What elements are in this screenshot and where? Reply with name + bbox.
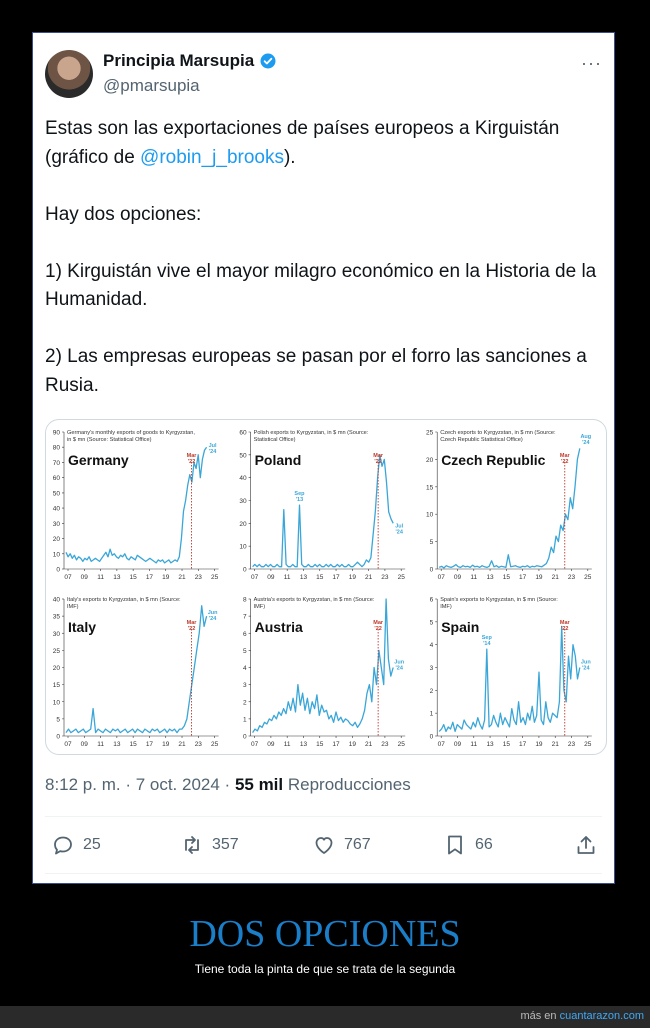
- like-count: 767: [344, 836, 371, 853]
- tweet-text: [45, 115, 600, 429]
- x-tick-label: 11: [97, 741, 104, 748]
- x-tick-label: 21: [178, 741, 186, 748]
- y-tick-label: 1: [429, 710, 434, 718]
- x-tick-label: 19: [348, 741, 356, 748]
- x-tick-label: 25: [584, 741, 592, 748]
- y-tick-label: 5: [429, 619, 434, 627]
- marker-label: '22: [374, 626, 382, 632]
- y-tick-label: 0: [56, 566, 60, 574]
- y-tick-label: 30: [52, 520, 60, 528]
- bookmark-count: 66: [475, 836, 493, 853]
- x-tick-label: 23: [381, 574, 389, 581]
- x-tick-label: 11: [283, 741, 291, 748]
- y-tick-label: 5: [56, 716, 60, 724]
- end-label: Jun: [207, 610, 218, 616]
- end-label: '24: [208, 449, 217, 455]
- more-options-icon[interactable]: ···: [581, 53, 602, 73]
- x-tick-label: 15: [502, 741, 510, 748]
- bookmark-button[interactable]: [443, 833, 493, 857]
- chart-subtitle: Austria's exports to Kyrgyzstan, in $ mn (Source:: [253, 597, 375, 603]
- marker-label: '22: [561, 459, 569, 465]
- x-tick-label: 17: [145, 741, 154, 748]
- x-tick-label: 13: [113, 574, 121, 581]
- author-row: [103, 51, 277, 71]
- spike-annotation: Sep: [294, 491, 305, 498]
- x-tick-label: 17: [145, 574, 154, 581]
- end-label: '24: [582, 440, 590, 446]
- x-tick-label: 09: [453, 574, 462, 581]
- marker-label: Mar: [373, 453, 384, 459]
- x-tick-label: 17: [332, 741, 340, 748]
- x-tick-label: 17: [519, 574, 527, 581]
- x-tick-label: 15: [129, 574, 137, 581]
- marker-label: '22: [187, 459, 196, 465]
- y-tick-label: 30: [239, 498, 247, 505]
- x-tick-label: 25: [210, 741, 219, 748]
- marker-label: Mar: [373, 620, 384, 626]
- x-tick-label: 09: [453, 741, 462, 748]
- y-tick-label: 5: [429, 539, 434, 547]
- chart-subtitle: Czech exports to Kyrgyzstan, in $ mn (Source:: [440, 430, 556, 436]
- x-tick-label: 25: [397, 574, 405, 581]
- y-tick-label: 4: [242, 665, 247, 672]
- chart-title: Spain: [441, 619, 480, 635]
- y-tick-label: 3: [242, 682, 247, 690]
- x-tick-label: 07: [437, 741, 445, 748]
- footer-bar: [0, 1006, 650, 1028]
- x-tick-label: 23: [567, 741, 576, 748]
- y-tick-label: 10: [239, 543, 247, 551]
- series-line: [439, 626, 580, 731]
- spike-annotation: '13: [295, 497, 304, 504]
- caption-title: DOS OPCIONES: [189, 913, 461, 955]
- x-tick-label: 25: [397, 741, 405, 748]
- reply-button[interactable]: [51, 833, 101, 857]
- x-tick-label: 11: [470, 574, 478, 581]
- x-tick-label: 19: [162, 741, 170, 748]
- x-tick-label: 15: [316, 574, 324, 581]
- end-label: Jul: [395, 523, 404, 530]
- y-tick-label: 10: [425, 511, 434, 519]
- x-tick-label: 13: [299, 574, 308, 581]
- y-tick-label: 20: [239, 520, 247, 528]
- chart-title: Czech Republic: [441, 452, 546, 468]
- y-tick-label: 40: [52, 505, 60, 513]
- y-tick-label: 6: [242, 630, 247, 638]
- y-tick-label: 15: [425, 484, 434, 492]
- x-tick-label: 25: [210, 574, 219, 581]
- x-tick-label: 15: [129, 741, 137, 748]
- heart-icon: [312, 833, 336, 857]
- x-tick-label: 15: [502, 574, 510, 581]
- user-handle[interactable]: @pmarsupia: [103, 76, 200, 95]
- y-tick-label: 4: [429, 642, 434, 650]
- x-tick-label: 17: [332, 574, 340, 581]
- end-label: Jun: [580, 659, 591, 666]
- marker-label: Mar: [559, 620, 570, 626]
- chart-subtitle: Spain's exports to Kyrgyzstan, in $ mn (Source:: [440, 597, 558, 603]
- y-tick-label: 8: [242, 596, 247, 604]
- x-tick-label: 21: [178, 574, 186, 581]
- x-tick-label: 11: [97, 574, 104, 581]
- end-label: '24: [582, 665, 590, 672]
- end-label: Aug: [580, 434, 592, 440]
- chart-subtitle: IMF): [440, 604, 452, 610]
- end-label: Jul: [208, 443, 217, 449]
- views-label: Reproducciones: [283, 775, 411, 794]
- tweet-paragraph: Hay dos opciones:: [45, 203, 202, 225]
- tweet-text-segment: Estas son las exportaciones de países europeos a Kirguistán (gráfico de: [45, 118, 560, 168]
- x-tick-label: 07: [64, 741, 72, 748]
- like-button[interactable]: [312, 833, 371, 857]
- y-tick-label: 60: [239, 429, 247, 437]
- divider: [45, 816, 602, 817]
- x-tick-label: 09: [80, 574, 88, 581]
- views-count: 55 mil: [234, 775, 284, 794]
- end-label: Jun: [394, 659, 405, 666]
- verified-badge-icon: [259, 52, 277, 70]
- chart-subtitle: IMF): [253, 604, 266, 610]
- marker-label: '22: [187, 626, 196, 632]
- y-tick-label: 10: [52, 699, 60, 707]
- retweet-icon: [180, 833, 204, 857]
- y-tick-label: 40: [239, 475, 247, 483]
- mention-link[interactable]: @robin_j_brooks: [140, 146, 284, 168]
- end-label: '24: [395, 529, 403, 536]
- y-tick-label: 20: [52, 536, 60, 544]
- y-tick-label: 90: [52, 429, 60, 437]
- chart-subtitle: IMF): [67, 604, 79, 610]
- chart-title: Austria: [254, 619, 303, 635]
- y-tick-label: 2: [429, 687, 434, 695]
- y-tick-label: 35: [52, 613, 60, 621]
- x-tick-label: 19: [535, 741, 543, 748]
- x-tick-label: 13: [113, 741, 121, 748]
- x-tick-label: 13: [486, 574, 494, 581]
- y-tick-label: 0: [429, 733, 434, 741]
- x-tick-label: 21: [551, 741, 559, 748]
- y-tick-label: 25: [52, 647, 60, 655]
- tweet-paragraph: [45, 115, 600, 172]
- chart-title: Germany: [68, 452, 129, 468]
- x-tick-label: 23: [381, 741, 389, 748]
- x-tick-label: 21: [365, 574, 373, 581]
- x-tick-label: 23: [194, 574, 202, 581]
- y-tick-label: 3: [429, 665, 434, 672]
- x-tick-label: 17: [519, 741, 527, 748]
- tweet-meta: [45, 775, 411, 795]
- chart-subtitle: Czech Republic Statistical Office): [440, 437, 523, 443]
- footer-text: [520, 1010, 644, 1022]
- tweet-paragraph: 1) Kirguistán vive el mayor milagro económico en la Historia de la Humanidad.: [45, 260, 597, 310]
- y-tick-label: 30: [52, 630, 60, 638]
- x-tick-label: 19: [162, 574, 170, 581]
- retweet-button[interactable]: [180, 833, 239, 857]
- marker-label: Mar: [559, 453, 570, 459]
- x-tick-label: 19: [348, 574, 356, 581]
- charts-grid: [46, 420, 606, 754]
- y-tick-label: 80: [52, 444, 60, 452]
- y-tick-label: 10: [52, 551, 60, 559]
- share-icon: [574, 833, 598, 857]
- y-tick-label: 0: [429, 566, 434, 574]
- end-label: '24: [208, 616, 217, 622]
- x-tick-label: 23: [567, 574, 576, 581]
- y-tick-label: 1: [242, 716, 247, 724]
- timestamp[interactable]: 8:12 p. m. · 7 oct. 2024 ·: [45, 775, 235, 794]
- x-tick-label: 11: [470, 741, 478, 748]
- x-tick-label: 21: [551, 574, 559, 581]
- chart-title: Poland: [254, 452, 302, 468]
- reply-icon: [51, 833, 75, 857]
- x-tick-label: 07: [437, 574, 445, 581]
- y-tick-label: 50: [239, 452, 247, 460]
- end-label: '24: [395, 665, 403, 672]
- y-tick-label: 6: [429, 596, 434, 604]
- x-tick-label: 21: [365, 741, 373, 748]
- chart-subtitle: in $ mn (Source: Statistical Office): [67, 437, 152, 443]
- x-tick-label: 23: [194, 741, 202, 748]
- bookmark-icon: [443, 833, 467, 857]
- y-tick-label: 2: [242, 699, 247, 707]
- avatar[interactable]: [45, 50, 93, 98]
- x-tick-label: 15: [316, 741, 324, 748]
- tweet-image[interactable]: [45, 419, 607, 755]
- spike-annotation: Sep: [481, 635, 492, 642]
- chart-subtitle: Germany's monthly exports of goods to Kyrgyzstan,: [67, 430, 195, 436]
- y-tick-label: 20: [425, 456, 434, 464]
- series-line: [253, 455, 394, 567]
- action-bar: [45, 829, 600, 869]
- marker-label: '22: [561, 626, 569, 632]
- display-name[interactable]: Principia Marsupia: [103, 51, 255, 70]
- x-tick-label: 07: [250, 741, 259, 748]
- y-tick-label: 20: [52, 665, 60, 672]
- y-tick-label: 0: [242, 566, 247, 574]
- spike-annotation: '14: [483, 641, 491, 648]
- x-tick-label: 13: [486, 741, 494, 748]
- x-tick-label: 19: [535, 574, 543, 581]
- marker-label: Mar: [186, 620, 197, 626]
- x-tick-label: 09: [267, 574, 275, 581]
- y-tick-label: 5: [242, 647, 247, 655]
- share-button[interactable]: [574, 833, 598, 857]
- retweet-count: 357: [212, 836, 239, 853]
- y-tick-label: 40: [52, 596, 60, 604]
- divider: [45, 873, 602, 874]
- chart-subtitle: Italy's exports to Kyrgyzstan, in $ mn (Source:: [67, 597, 181, 603]
- chart-subtitle: Polish exports to Kyrgyzstan, in $ mn (Source:: [253, 430, 369, 436]
- x-tick-label: 13: [299, 741, 308, 748]
- reply-count: 25: [83, 836, 101, 853]
- y-tick-label: 0: [242, 733, 247, 741]
- tweet-paragraph: 2) Las empresas europeas se pasan por el forro las sanciones a Rusia.: [45, 346, 587, 396]
- chart-subtitle: Statistical Office): [253, 437, 296, 443]
- footer-prefix: más en: [520, 1010, 560, 1022]
- x-tick-label: 09: [267, 741, 275, 748]
- y-tick-label: 25: [425, 429, 434, 437]
- y-tick-label: 50: [52, 490, 60, 498]
- marker-label: Mar: [186, 453, 197, 459]
- x-tick-label: 07: [250, 574, 259, 581]
- x-tick-label: 11: [283, 574, 291, 581]
- caption-subtitle: Tiene toda la pinta de que se trata de la segunda: [194, 962, 456, 976]
- x-tick-label: 07: [64, 574, 72, 581]
- y-tick-label: 7: [242, 613, 247, 621]
- y-tick-label: 60: [52, 475, 60, 483]
- x-tick-label: 09: [80, 741, 88, 748]
- x-tick-label: 25: [584, 574, 592, 581]
- y-tick-label: 15: [52, 682, 60, 690]
- tweet-text-segment: ).: [283, 146, 296, 168]
- site-link[interactable]: cuantarazon.com: [559, 1010, 644, 1022]
- chart-title: Italy: [68, 619, 97, 635]
- marker-label: '22: [374, 459, 382, 465]
- tweet: [33, 33, 614, 883]
- y-tick-label: 70: [52, 459, 60, 467]
- y-tick-label: 0: [56, 733, 60, 741]
- tweet-card: [32, 32, 615, 884]
